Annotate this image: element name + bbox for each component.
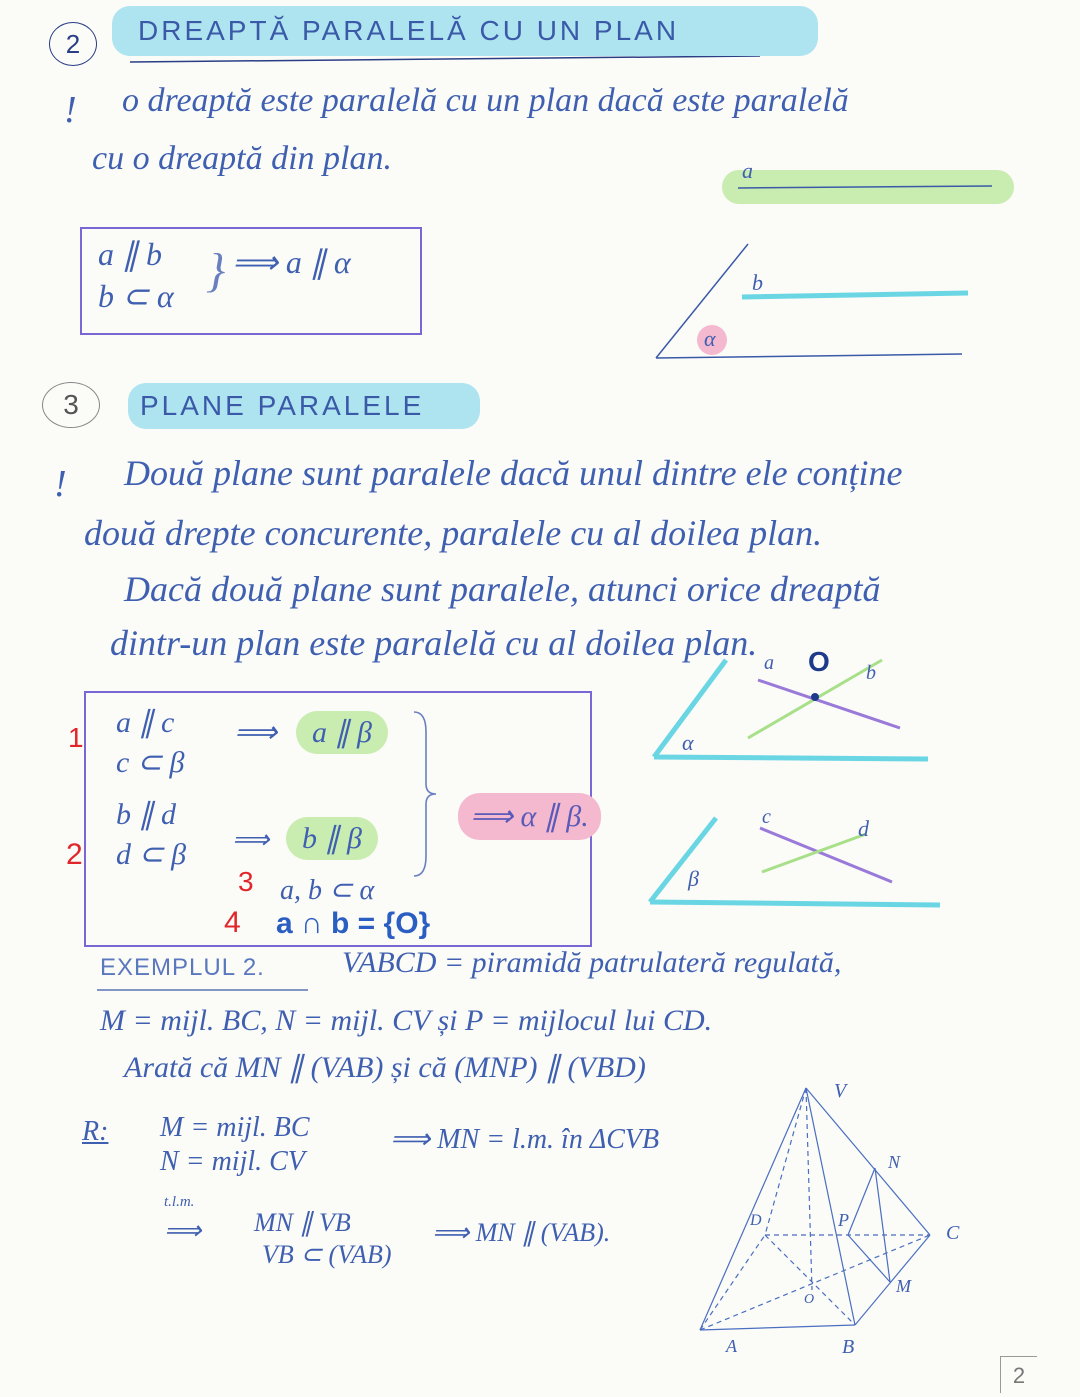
implies-arrow: ⟹	[232, 825, 270, 854]
label-v: V	[834, 1080, 847, 1102]
label-o: O	[808, 646, 830, 677]
label-b: b	[752, 270, 763, 295]
definition-text: o dreaptă este paralelă cu un plan dacă este paralelă	[122, 82, 849, 119]
important-mark: !	[54, 463, 67, 505]
implies-arrow: ⟹	[234, 716, 278, 749]
label-p: P	[838, 1210, 849, 1230]
solution-line: VB ⊂ (VAB)	[262, 1240, 392, 1269]
plane-alpha-base	[656, 354, 962, 358]
theorem-box	[80, 227, 422, 335]
line-b	[742, 293, 968, 297]
section-number: 3	[42, 382, 100, 428]
step-mark: 3	[238, 866, 254, 897]
label-c: c	[762, 806, 771, 828]
premise: b ⊂ α	[98, 278, 174, 314]
section-title: DREAPTĂ PARALELĂ CU UN PLAN	[112, 6, 818, 56]
label-o: O	[804, 1292, 815, 1307]
section-number: 2	[49, 22, 97, 66]
label-c: C	[946, 1222, 960, 1244]
label-b: B	[842, 1336, 855, 1358]
label-alpha: α	[682, 730, 694, 755]
solution-line: N = mijl. CV	[160, 1146, 305, 1177]
example-title: EXEMPLUL 2.	[100, 954, 265, 981]
premise: c ⊂ β	[116, 746, 185, 779]
label-a: A	[726, 1336, 737, 1356]
example-text: VABCD = piramidă patrulateră regulată,	[342, 946, 842, 979]
premise: a ∥ b	[98, 236, 162, 272]
definition-text: două drepte concurente, paralele cu al doilea plan.	[84, 513, 823, 553]
solution-line: M = mijl. BC	[160, 1112, 310, 1143]
step-mark: 4	[224, 906, 241, 939]
solution-line: MN ∥ VB	[254, 1208, 351, 1237]
label-d: d	[858, 816, 869, 841]
label-d: D	[750, 1212, 762, 1229]
definition-text: Dacă două plane sunt paralele, atunci orice dreaptă	[124, 569, 881, 609]
definition-text: Două plane sunt paralele dacă unul dintre ele conține	[124, 453, 903, 493]
label-b: b	[866, 662, 876, 684]
page-number: 2	[1000, 1356, 1037, 1393]
theorem-box	[84, 691, 592, 947]
solution-result: ⟹ MN = l.m. în ΔCVB	[390, 1124, 660, 1155]
premise: a ∥ c	[116, 706, 175, 739]
label-a: a	[742, 158, 753, 183]
brace: }	[206, 244, 226, 297]
example-text: Arată că MN ∥ (VAB) și că (MNP) ∥ (VBD)	[124, 1051, 646, 1084]
definition-text: cu o dreaptă din plan.	[92, 140, 392, 177]
label-m: M	[896, 1276, 911, 1296]
point-o	[811, 693, 819, 701]
plane-alpha-base	[654, 757, 928, 759]
result: b ∥ β	[286, 817, 378, 860]
conclusion: ⟹ a ∥ α	[232, 244, 351, 280]
conclusion: ⟹ α ∥ β.	[458, 793, 601, 840]
label-a: a	[764, 652, 774, 674]
implies-arrow: ⟹	[164, 1216, 202, 1245]
example-text: M = mijl. BC, N = mijl. CV și P = mijlocul lui CD.	[100, 1004, 713, 1037]
solution-label: R:	[82, 1116, 109, 1147]
premise: a ∩ b = {O}	[276, 907, 431, 940]
solution-result: ⟹ MN ∥ (VAB).	[432, 1218, 611, 1247]
label-n: N	[888, 1152, 901, 1172]
label-beta: β	[688, 866, 699, 891]
arrow-label: t.l.m.	[164, 1194, 195, 1210]
premise: b ∥ d	[116, 798, 176, 831]
result: a ∥ β	[296, 711, 388, 754]
plane-beta-edge	[650, 818, 716, 902]
section-title: PLANE PARALELE	[128, 383, 480, 429]
line-c	[760, 828, 892, 882]
step-mark: 1	[68, 722, 84, 753]
important-mark: !	[64, 89, 77, 131]
plane-beta-base	[650, 902, 940, 905]
step-mark: 2	[66, 838, 83, 871]
label-alpha: α	[704, 326, 716, 351]
premise: d ⊂ β	[116, 838, 187, 871]
premise: a, b ⊂ α	[280, 875, 375, 906]
definition-text: dintr-un plan este paralelă cu al doilea plan.	[110, 623, 758, 663]
